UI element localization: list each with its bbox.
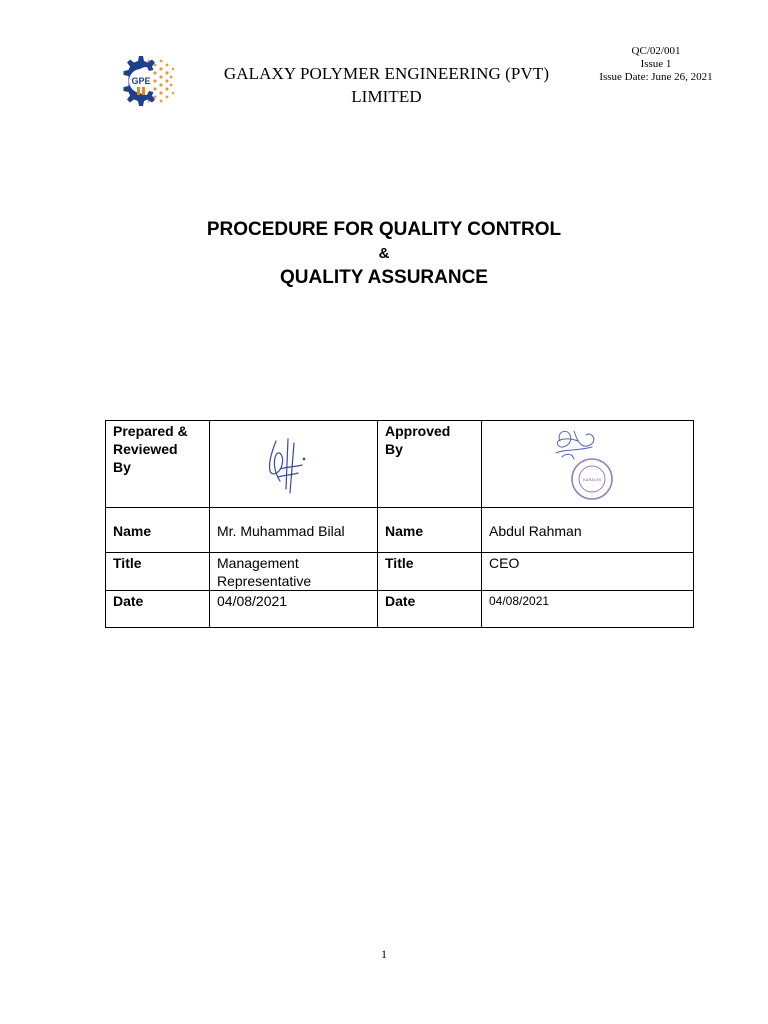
company-name: [194, 62, 579, 108]
page-number: 1: [381, 947, 387, 961]
approved-label-line1: Approved: [385, 423, 451, 439]
document-title: [0, 218, 768, 290]
title-row: [106, 553, 694, 591]
prepared-title: [210, 553, 378, 591]
prepared-name: Mr. Muhammad Bilal: [210, 508, 378, 553]
logo-text: GPE: [131, 76, 151, 86]
date-label-left: Date: [106, 591, 210, 628]
document-control-info: [592, 45, 720, 84]
prepared-title-line2: Representative: [217, 573, 312, 589]
name-label-left: Name: [106, 508, 210, 553]
approved-label-line2: By: [385, 441, 403, 457]
company-logo: [109, 50, 179, 112]
title-label-right: Title: [378, 553, 482, 591]
date-row: [106, 591, 694, 628]
title-label-left: Title: [106, 553, 210, 591]
stamp-text: KARACHI: [583, 477, 601, 482]
title-ampersand: &: [378, 245, 390, 262]
title-line2: QUALITY ASSURANCE: [280, 267, 488, 288]
approved-name: Abdul Rahman: [482, 508, 694, 553]
prepared-by-label: [106, 421, 210, 508]
approved-title: CEO: [482, 553, 694, 591]
name-row: [106, 508, 694, 553]
prepared-label-line2: Reviewed: [113, 441, 178, 457]
approved-signature-cell: [482, 421, 694, 508]
approved-date: 04/08/2021: [482, 591, 694, 628]
company-stamp: [572, 459, 612, 499]
company-name-line2: LIMITED: [351, 87, 422, 106]
doc-code: QC/02/001: [631, 45, 681, 57]
approved-by-label: [378, 421, 482, 508]
company-name-line1: GALAXY POLYMER ENGINEERING (PVT): [223, 64, 550, 83]
signature-row: [106, 421, 694, 508]
approved-signature-and-stamp: [548, 423, 628, 505]
title-line1: PROCEDURE FOR QUALITY CONTROL: [206, 219, 562, 240]
issue-date: Issue Date: June 26, 2021: [599, 71, 713, 83]
prepared-signature-cell: [210, 421, 378, 508]
prepared-label-line1: Prepared &: [113, 423, 188, 439]
prepared-date: 04/08/2021: [210, 591, 378, 628]
prepared-title-line1: Management: [217, 555, 299, 571]
date-label-right: Date: [378, 591, 482, 628]
prepared-label-line3: By: [113, 459, 131, 475]
approval-table: [105, 420, 694, 628]
issue-number: Issue 1: [640, 58, 672, 70]
prepared-signature: [258, 429, 318, 501]
name-label-right: Name: [378, 508, 482, 553]
